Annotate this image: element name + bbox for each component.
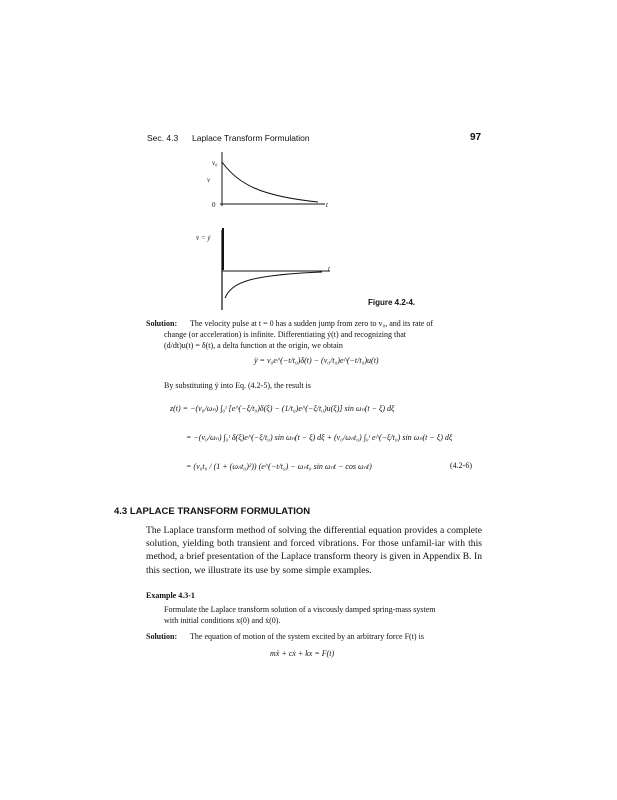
- section-paragraph: The Laplace transform method of solving the differential equation provides a complete solution, yielding both transient and forced vibrations. For those unfamil-iar with this method, a brief presentation of the Laplace transform theory is given in Appendix B. In this section, we illustrate its use by some simple examples.: [146, 525, 482, 576]
- top-x-label: t: [326, 201, 328, 209]
- example-line-2: with initial conditions x(0) and ẋ(0).: [164, 616, 281, 625]
- solution-after: By substituting ÿ into Eq. (4.2-5), the result is: [164, 381, 311, 390]
- bottom-y-label: v̇ = ẏ: [196, 234, 211, 242]
- running-title: Laplace Transform Formulation: [192, 133, 310, 143]
- equation-accel: ÿ = v₀e^(−t/t₀)δ(t) − (v₀/t₀)e^(−t/t₀)u(t): [254, 356, 379, 365]
- section-number: Sec. 4.3: [147, 133, 179, 143]
- solution-label: Solution:: [146, 319, 178, 328]
- acceleration-curve: [225, 272, 322, 298]
- example-label: Example 4.3-1: [146, 591, 195, 600]
- equation-number: (4.2-6): [450, 461, 472, 470]
- top-origin-label: 0: [212, 201, 216, 209]
- bottom-x-label: t: [328, 265, 330, 273]
- example-line-1: Formulate the Laplace transform solution of a viscously damped spring-mass system: [164, 605, 436, 614]
- equation-z-2: = −(v₀/ωₙ) ∫₀ᵗ δ(ξ)e^(−ξ/t₀) sin ωₙ(t − ξ) dξ + (v₀/ωₙt₀) ∫₀ᵗ e^(−ξ/t₀) sin ωₙ(t − ξ) dξ: [186, 433, 453, 442]
- solution2-text: The equation of motion of the system excited by an arbitrary force F(t) is: [190, 632, 424, 641]
- figure-caption: Figure 4.2-4.: [368, 298, 416, 307]
- solution2-label: Solution:: [146, 632, 178, 641]
- top-peak-label: v₀: [212, 159, 218, 167]
- equation-motion: mẍ + cẋ + kx = F(t): [270, 649, 335, 658]
- equation-z-3: = (v₀t₀ / (1 + (ωₙt₀)²)) (e^(−t/t₀) − ωₙt₀ sin ωₙt − cos ωₙt): [186, 462, 372, 471]
- top-y-label: v: [207, 176, 211, 184]
- solution-line-2: change (or acceleration) is infinite. Differentiating ẏ(t) and recognizing that: [164, 330, 406, 339]
- figure-4-2-4: [190, 150, 350, 312]
- equation-z-1: z(t) = −(v₀/ωₙ) ∫₀ᵗ [e^(−ξ/t₀)δ(ξ) − (1/t₀)e^(−ξ/t₀)u(ξ)] sin ωₙ(t − ξ) dξ: [170, 404, 395, 413]
- velocity-decay-curve: [222, 162, 318, 202]
- solution-line-1: The velocity pulse at t = 0 has a sudden jump from zero to v₀, and its rate of: [190, 319, 434, 328]
- solution-line-3: (d/dt)u(t) = δ(t), a delta function at the origin, we obtain: [164, 341, 343, 350]
- page-number: 97: [470, 132, 482, 143]
- section-heading: 4.3 LAPLACE TRANSFORM FORMULATION: [114, 506, 311, 517]
